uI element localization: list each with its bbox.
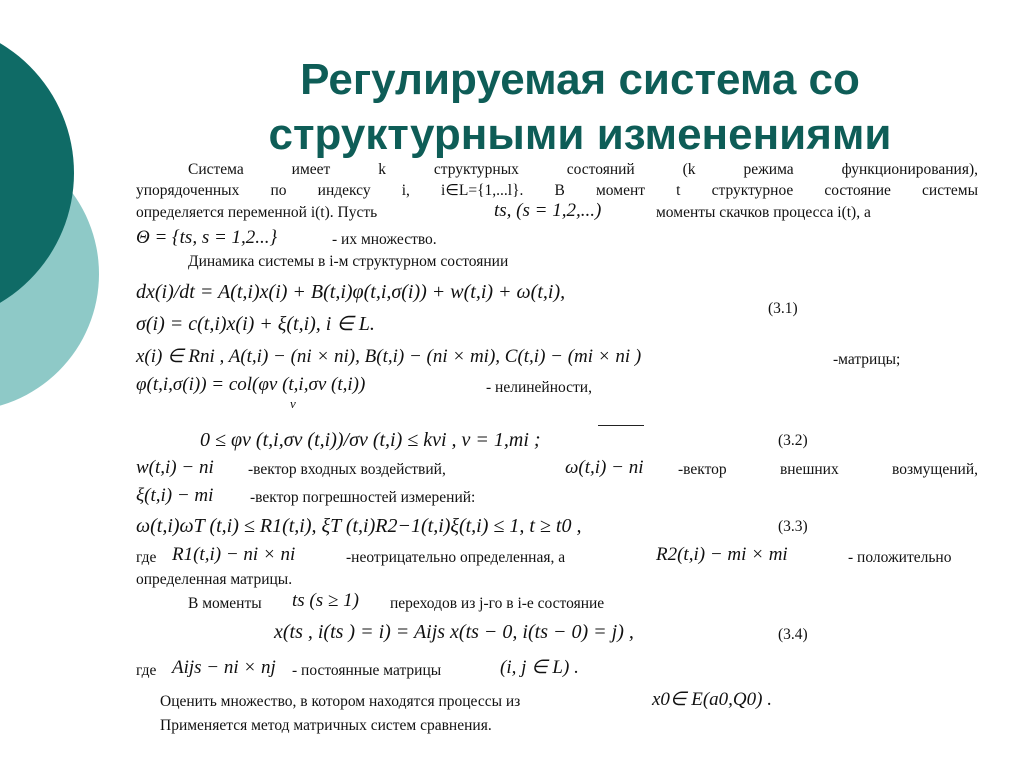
- equation-3-2: 0 ≤ φν (t,i,σν (t,i))/σν (t,i) ≤ kνi , ν = 1,mi ;: [200, 429, 541, 451]
- text-positively: - положительно: [848, 549, 952, 566]
- text-transitions-a: В моменты: [188, 595, 262, 612]
- text-w-vector: -вектор входных воздействий,: [248, 461, 446, 478]
- text-estimate: Оценить множество, в котором находятся процессы из: [160, 693, 521, 710]
- text-p1-line4b: - их множество.: [332, 231, 437, 248]
- text-p1-line2: упорядоченных по индексу i, i∈L={1,...l}. В момент t структурное состояние системы: [136, 182, 978, 199]
- formula-ts-ge-1: ts (s ≥ 1): [292, 590, 359, 611]
- equation-3-4: x(ts , i(ts ) = i) = Aijs x(ts − 0, i(ts − 0) = j) ,: [274, 621, 634, 643]
- text-method: Применяется метод матричных систем сравнения.: [160, 717, 492, 734]
- overline-1-mi: [598, 425, 644, 426]
- text-nonlinearity: - нелинейности,: [486, 379, 592, 396]
- slide-title-line1: Регулируемая система со: [300, 55, 860, 104]
- formula-nu-subscript: ν: [290, 396, 296, 411]
- text-constant-matrices: - постоянные матрицы: [292, 662, 442, 679]
- text-matrices: -матрицы;: [833, 351, 901, 368]
- formula-matrices: x(i) ∈ Rni , A(t,i) − (ni × ni), B(t,i) − (ni × mi), C(t,i) − (mi × ni ): [136, 346, 642, 367]
- formula-ij-in-L: (i, j ∈ L) .: [500, 657, 579, 678]
- text-where-1-line2: определенная матрицы.: [136, 571, 293, 588]
- text-p1-line3a: определяется переменной i(t). Пусть: [136, 204, 378, 221]
- formula-r1: R1(t,i) − ni × ni: [172, 544, 296, 565]
- formula-xi-vector: ξ(t,i) − mi: [136, 485, 214, 506]
- equation-number-3-1: (3.1): [768, 300, 798, 317]
- text-omega-vector: -вектор внешних возмущений,: [678, 461, 978, 478]
- equation-number-3-4: (3.4): [778, 626, 808, 643]
- text-p2: Динамика системы в i-м структурном состоянии: [188, 253, 509, 270]
- formula-theta: Θ = {ts, s = 1,2...}: [136, 227, 278, 248]
- text-p1-line3b: моменты скачков процесса i(t), а: [656, 204, 871, 221]
- equation-3-3: ω(t,i)ωT (t,i) ≤ R1(t,i), ξT (t,i)R2−1(t,i)ξ(t,i) ≤ 1, t ≥ t0 ,: [136, 515, 582, 537]
- text-where-2: где: [136, 662, 157, 679]
- equation-3-1-line1: dx(i)/dt = A(t,i)x(i) + B(t,i)φ(t,i,σ(i)) + w(t,i) + ω(t,i),: [136, 281, 566, 303]
- formula-nonlinearity: φ(t,i,σ(i)) = col(φν (t,i,σν (t,i)): [136, 374, 366, 395]
- formula-ts-set: ts, (s = 1,2,...): [494, 200, 602, 221]
- formula-w-vector: w(t,i) − ni: [136, 457, 214, 478]
- equation-3-1-line2: σ(i) = c(t,i)x(i) + ξ(t,i), i ∈ L.: [136, 313, 375, 335]
- slide-title-line2: структурными изменениями: [268, 110, 892, 159]
- formula-r2: R2(t,i) − mi × mi: [656, 544, 788, 565]
- equation-number-3-2: (3.2): [778, 432, 808, 449]
- text-where-1: где: [136, 549, 157, 566]
- text-nonneg-definite: -неотрицательно определенная, а: [346, 549, 566, 566]
- formula-aij: Aijs − ni × nj: [172, 657, 276, 678]
- formula-omega-vector: ω(t,i) − ni: [565, 457, 644, 478]
- text-transitions-b: переходов из j-го в i-е состояние: [390, 595, 605, 612]
- equation-number-3-3: (3.3): [778, 518, 808, 535]
- text-xi-vector: -вектор погрешностей измерений:: [250, 489, 476, 506]
- text-p1-line1: Система имеет k структурных состояний (k режима функционирования),: [188, 161, 978, 178]
- formula-ellipsoid: x0∈ E(a0,Q0) .: [652, 689, 772, 710]
